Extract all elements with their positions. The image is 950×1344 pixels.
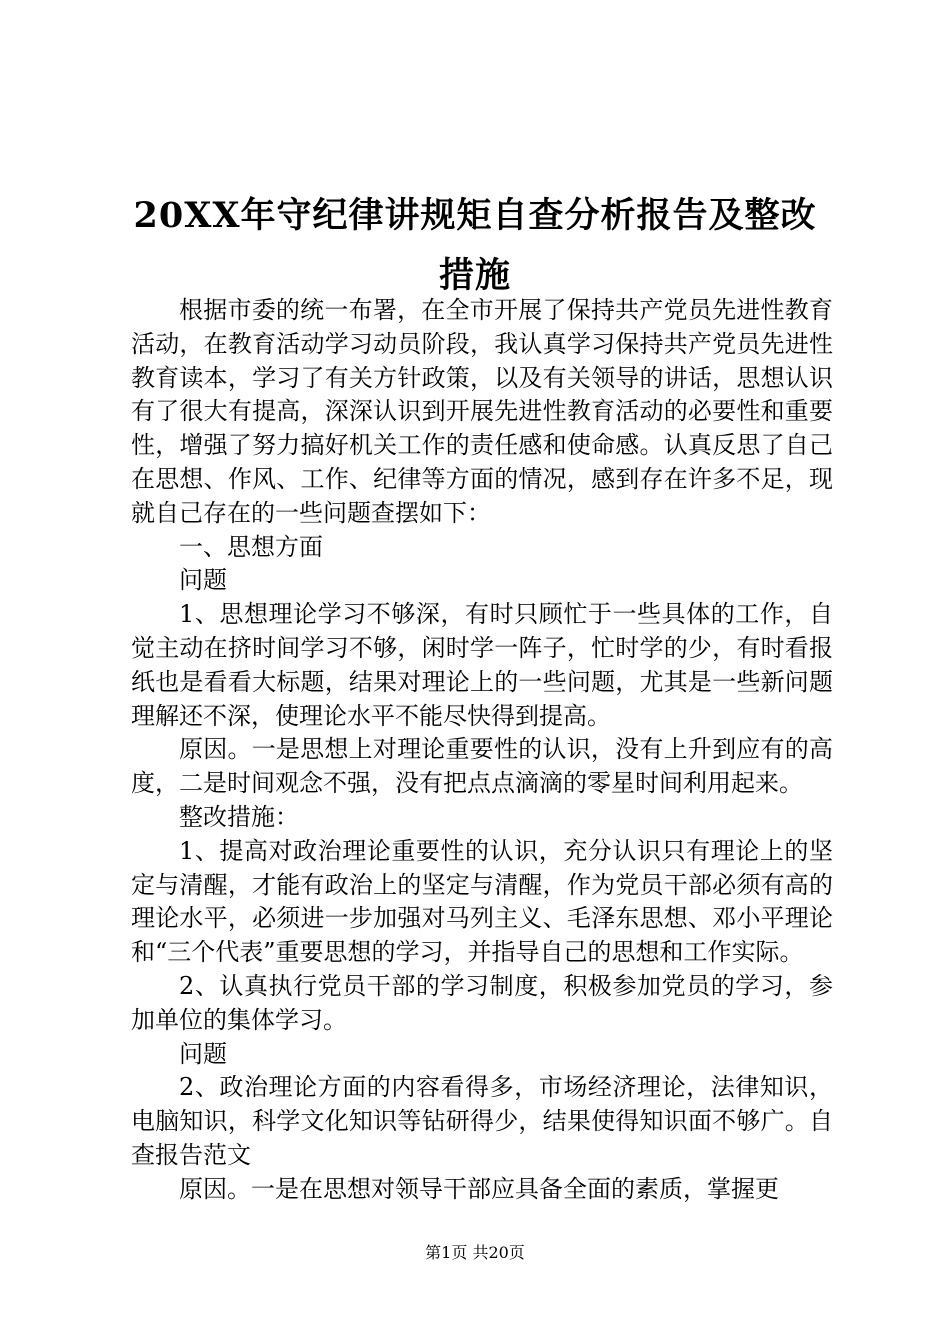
page-footer: 第1页 共20页 [425, 1243, 525, 1262]
paragraph-problem-2: 2、政治理论方面的内容看得多，市场经济理论，法律知识，电脑知识，科学文化知识等钻研得少，结果使得知识面不够广。自查报告范文 [131, 1073, 833, 1169]
paragraph-cause-1: 原因。一是思想上对理论重要性的认识，没有上升到应有的高度，二是时间观念不强，没有把点点滴滴的零星时间利用起来。 [131, 735, 833, 798]
paragraph-measure-2: 2、认真执行党员干部的学习制度，积极参加党员的学习，参加单位的集体学习。 [131, 971, 833, 1034]
paragraph-intro: 根据市委的统一布署，在全市开展了保持共产党员先进性教育活动，在教育活动学习动员阶段，我认真学习保持共产党员先进性教育读本，学习了有关方针政策，以及有关领导的讲话，思想认识有了很大有提高，深深认识到开展先进性教育活动的必要性和重要性，增强了努力搞好机关工作的责任感和使命感。认真反思了自己在思想、作风、工作、纪律等方面的情况，感到存在许多不足，现就自己存在的一些问题查摆如下： [131, 296, 833, 527]
paragraph-cause-2: 原因。一是在思想对领导干部应具备全面的素质，掌握更 [179, 1174, 779, 1203]
section-heading-thought: 一、思想方面 [179, 532, 323, 561]
subheading-problem: 问题 [179, 566, 227, 595]
subheading-problem-2: 问题 [179, 1039, 227, 1068]
paragraph-problem-1: 1、思想理论学习不够深，有时只顾忙于一些具体的工作，自觉主动在挤时间学习不够，闲时学一阵子，忙时学的少，有时看报纸也是看看大标题，结果对理论上的一些问题，尤其是一些新问题理解还不深，使理论水平不能尽快得到提高。 [131, 600, 833, 730]
document-body [131, 294, 833, 1207]
document-title: 20XX年守纪律讲规矩自查分析报告及整改措施 [133, 195, 817, 296]
paragraph-measure-1: 1、提高对政治理论重要性的认识，充分认识只有理论上的坚定与清醒，才能有政治上的坚定与清醒，作为党员干部必须有高的理论水平，必须进一步加强对马列主义、毛泽东思想、邓小平理论和“三个代表”重要思想的学习，并指导自己的思想和工作实际。 [131, 836, 833, 967]
subheading-measures: 整改措施： [179, 802, 299, 831]
